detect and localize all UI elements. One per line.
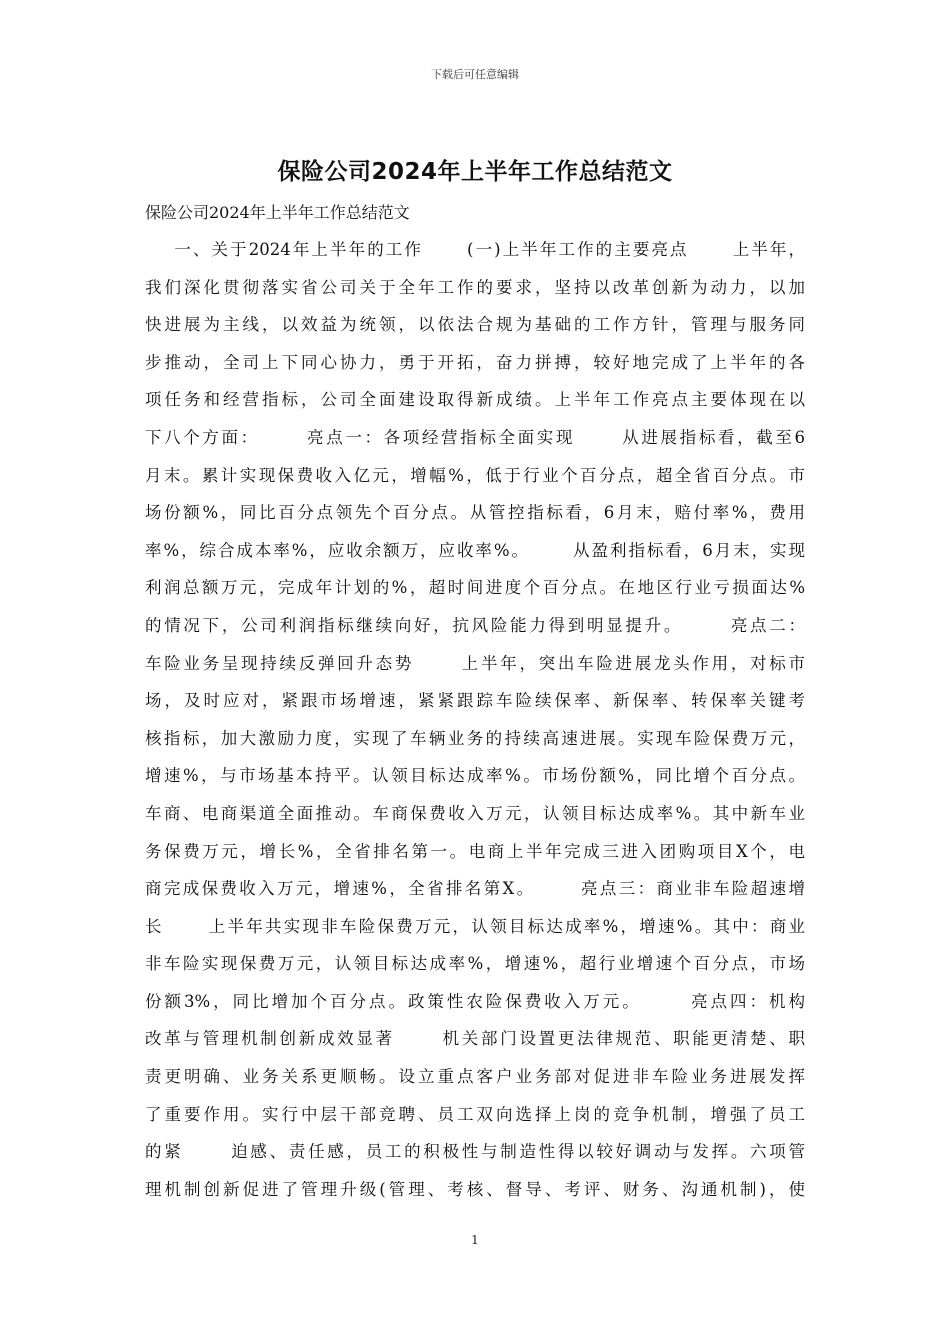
body-line: 下八个方面： 亮点一：各项经营指标全面实现 从进展指标看，截至6 <box>145 427 805 447</box>
body-line: 场份额%，同比百分点领先个百分点。从管控指标看，6月末，赔付率%，费用 <box>145 503 805 523</box>
body-line: 车商、电商渠道全面推动。车商保费收入万元，认领目标达成率%。其中新车业 <box>145 803 805 823</box>
body-line: 非车险实现保费万元，认领目标达成率%，增速%，超行业增速个百分点，市场 <box>145 954 805 974</box>
body-line: 车险业务呈现持续反弹回升态势 上半年，突出车险进展龙头作用，对标市 <box>145 653 805 673</box>
body-line: 长 上半年共实现非车险保费万元，认领目标达成率%，增速%。其中：商业 <box>145 916 805 936</box>
body-line: 快进展为主线，以效益为统领，以依法合规为基础的工作方针，管理与服务同 <box>145 315 805 335</box>
page-number: 1 <box>471 1233 479 1247</box>
body-line: 份额3%，同比增加个百分点。政策性农险保费收入万元。 亮点四：机构 <box>145 991 805 1011</box>
document-title: 保险公司2024年上半年工作总结范文 <box>277 159 673 185</box>
body-line: 核指标，加大激励力度，实现了车辆业务的持续高速进展。实现车险保费万元， <box>145 728 805 748</box>
body-line: 了重要作用。实行中层干部竞聘、员工双向选择上岗的竞争机制，增强了员工 <box>145 1104 805 1124</box>
body-line: 项任务和经营指标，公司全面建设取得新成绩。上半年工作亮点主要体现在以 <box>145 390 805 410</box>
document-subtitle: 保险公司2024年上半年工作总结范文 <box>145 203 410 222</box>
body-line: 的紧 迫感、责任感，员工的积极性与制造性得以较好调动与发挥。六项管 <box>145 1142 805 1162</box>
body-line: 我们深化贯彻落实省公司关于全年工作的要求，坚持以改革创新为动力，以加 <box>145 277 805 297</box>
body-line: 改革与管理机制创新成效显著 机关部门设置更法律规范、职能更清楚、职 <box>145 1029 805 1049</box>
body-line: 务保费万元，增长%，全省排名第一。电商上半年完成三进入团购项目X个，电 <box>145 841 805 861</box>
document-body <box>145 235 805 1212</box>
body-line: 增速%，与市场基本持平。认领目标达成率%。市场份额%，同比增个百分点。 <box>145 766 805 786</box>
body-line: 责更明确、业务关系更顺畅。设立重点客户业务部对促进非车险业务进展发挥 <box>145 1067 805 1087</box>
body-line: 月末。累计实现保费收入亿元，增幅%，低于行业个百分点，超全省百分点。市 <box>145 465 805 485</box>
body-line: 步推动，全司上下同心协力，勇于开拓，奋力拼搏，较好地完成了上半年的各 <box>145 352 805 372</box>
body-line: 率%，综合成本率%，应收余额万，应收率%。 从盈利指标看，6月末，实现 <box>145 540 805 560</box>
body-line: 理机制创新促进了管理升级(管理、考核、督导、考评、财务、沟通机制)，使 <box>145 1179 805 1199</box>
body-line: 的情况下，公司利润指标继续向好，抗风险能力得到明显提升。 亮点二： <box>145 615 805 635</box>
body-line: 商完成保费收入万元，增速%，全省排名第X。 亮点三：商业非车险超速增 <box>145 879 805 899</box>
body-line: 一、关于2024年上半年的工作 (一)上半年工作的主要亮点 上半年， <box>145 240 805 259</box>
body-line: 场，及时应对，紧跟市场增速，紧紧跟踪车险续保率、新保率、转保率关键考 <box>145 691 805 711</box>
header-note: 下载后可任意编辑 <box>431 68 519 81</box>
body-line: 利润总额万元，完成年计划的%，超时间进度个百分点。在地区行业亏损面达% <box>145 578 805 598</box>
